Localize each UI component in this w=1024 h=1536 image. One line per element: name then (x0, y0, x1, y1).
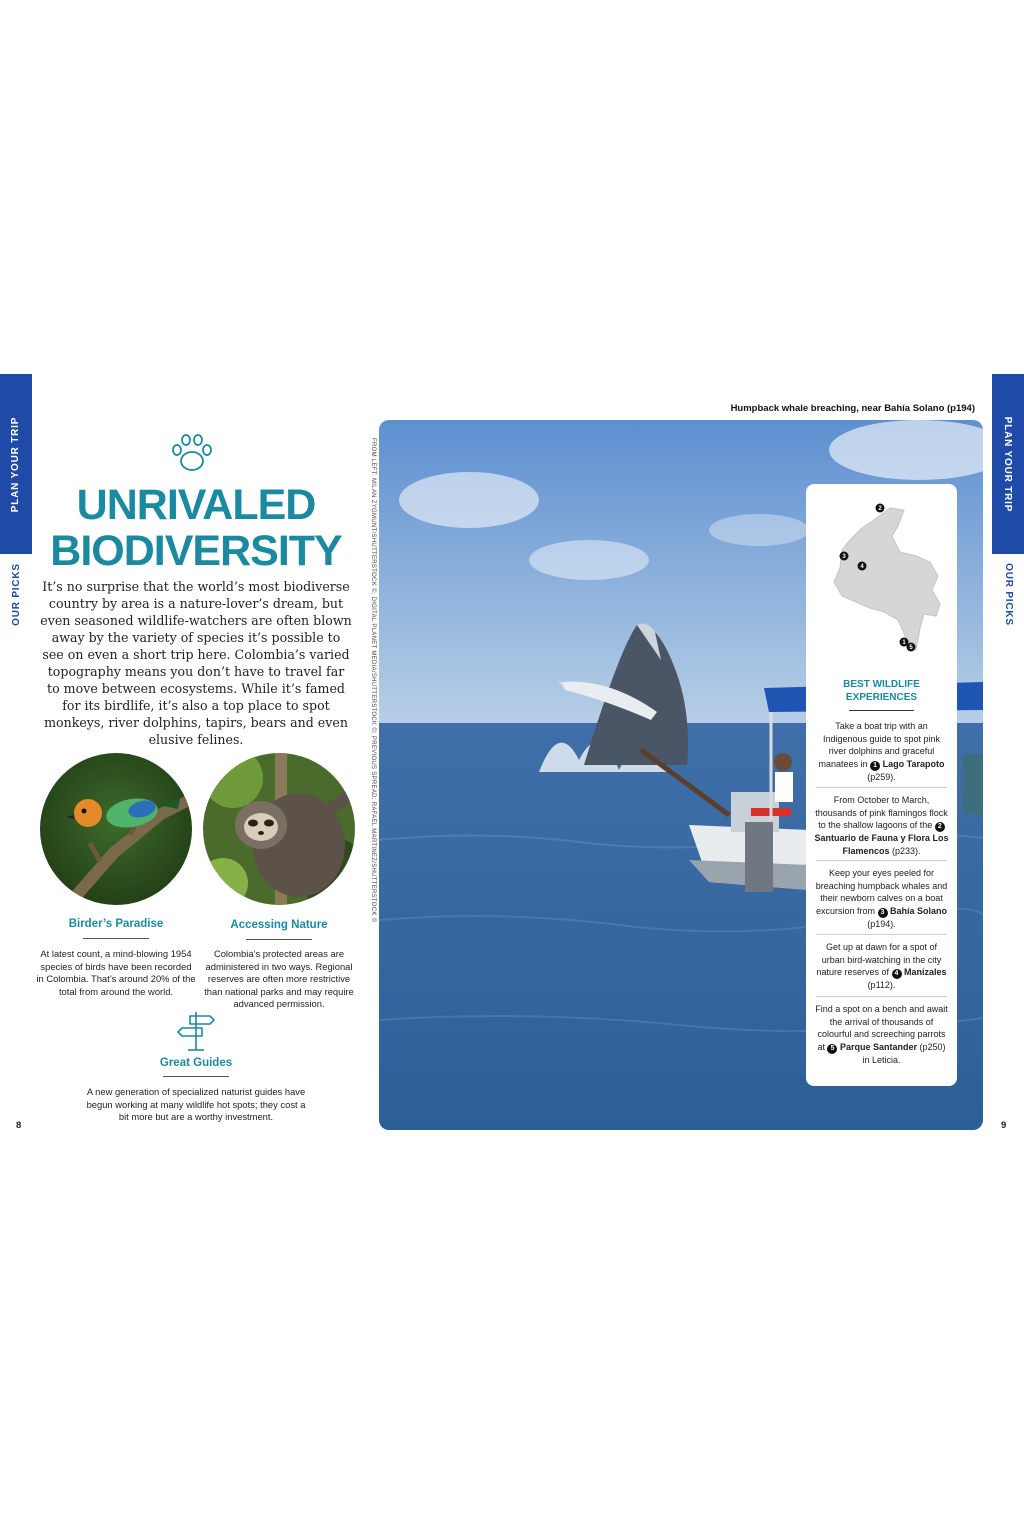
item-page-ref: (p194). (867, 918, 896, 929)
item-text: From October to March, thousands of pink flamingos flock to the shallow lagoons of the (815, 795, 948, 830)
panel-title-rule (849, 710, 914, 711)
colombia-map (820, 496, 944, 656)
our-picks-label: OUR PICKS (10, 562, 22, 626)
photo-credit-text: FROM LEFT: MILAN ZYGMUNT/SHUTTERSTOCK ©, DIGITAL PLANET MEDIA/SHUTTERSTOCK ©; PREVIOUS SPREAD: RAFAEL MARTINEZ/SHUTTERSTOCK © (370, 438, 376, 923)
panel-title (816, 678, 947, 704)
accessing-nature-text: Colombia’s protected areas are administered in two ways. Regional reserves are often more restrictive than national parks and may require advanced permission. (204, 948, 354, 1009)
left-tab-our-picks (0, 554, 32, 634)
number-marker: 4 (892, 969, 902, 979)
title-line-2: BIODIVERSITY (50, 527, 342, 575)
number-marker: 5 (827, 1044, 837, 1054)
item-text: Keep your eyes peeled for breaching humpback whales and their newborn calves on a boat excursion from (815, 868, 948, 916)
map-marker-3: 3 (842, 554, 846, 561)
panel-title-line-2: EXPERIENCES (845, 692, 918, 703)
plan-your-trip-label: PLAN YOUR TRIP (1002, 416, 1014, 512)
panel-item (814, 1003, 949, 1066)
number-marker: 3 (878, 908, 888, 918)
birders-paradise-text: At latest count, a mind-blowing 1954 species of birds have been recorded in Colombia. That’s around 20% of the total from around the world. (36, 948, 196, 997)
page-number-right: 9 (1001, 1120, 1007, 1131)
left-tab-plan-your-trip (0, 374, 32, 554)
sloth-photo (203, 753, 355, 905)
item-page-ref: (p259). (867, 771, 896, 782)
panel-separator (816, 996, 947, 997)
great-guides-text: A new generation of specialized naturist guides have begun working at many wildlife hot spots; they cost a bit more but are a worthy investment. (86, 1086, 306, 1122)
item-text: Get up at dawn for a spot of urban bird-watching in the city nature reserves of (816, 942, 942, 977)
panel-item (814, 794, 949, 857)
intro-paragraph: It’s no surprise that the world’s most biodiverse country by area is a nature-lover’s dream, but even seasoned wildlife-watchers are often blown away by the variety of species it’s possible to see on even a short trip here. Colombia’s varied topography means you don’t have to travel far to move between ecosystems. While it’s famed for its birdlife, it’s also a top place to spot monkeys, river dolphins, tapirs, bears and even elusive felines. (40, 579, 352, 747)
panel-separator (816, 934, 947, 935)
photo-caption: Humpback whale breaching, near Bahía Solano (p194) (730, 403, 975, 414)
map-marker-5: 5 (909, 645, 913, 652)
right-tab-our-picks (992, 554, 1024, 634)
item-text: Take a boat trip with an Indigenous guide to spot pink river dolphins and graceful manatees in (818, 721, 941, 769)
panel-item (814, 720, 949, 783)
signpost-icon (176, 1010, 216, 1052)
item-place: Santuario de Fauna y Flora Los Flamencos (814, 833, 949, 856)
accessing-nature-title: Accessing Nature (230, 919, 328, 931)
panel-separator (816, 787, 947, 788)
panel-item (814, 867, 949, 930)
item-page-ref: (p112). (867, 980, 896, 990)
item-page-ref: (p250) in Leticia. (862, 1041, 946, 1065)
number-marker: 2 (935, 822, 945, 832)
item-place: Manizales (904, 967, 947, 977)
panel-title-line-1: BEST WILDLIFE (843, 679, 920, 690)
right-side-tab (992, 374, 1024, 634)
page-number-left: 8 (16, 1120, 22, 1131)
bird-photo (40, 753, 192, 905)
item-place: Parque Santander (839, 1041, 918, 1052)
our-picks-label: OUR PICKS (1002, 562, 1014, 626)
right-tab-plan-your-trip (992, 374, 1024, 554)
birders-paradise-rule (83, 938, 149, 939)
paw-print-icon (168, 432, 216, 476)
map-marker-4: 4 (860, 564, 864, 571)
plan-your-trip-label: PLAN YOUR TRIP (10, 416, 22, 512)
map-marker-1: 1 (902, 640, 906, 647)
panel-item (814, 941, 949, 992)
best-wildlife-panel (806, 484, 957, 1086)
title-line-1: UNRIVALED (76, 481, 316, 529)
great-guides-rule (163, 1076, 229, 1077)
item-place: Bahía Solano (890, 905, 948, 916)
map-marker-2: 2 (878, 506, 882, 513)
photo-credit (367, 438, 377, 923)
page-title (36, 482, 356, 574)
birders-paradise-title: Birder’s Paradise (68, 918, 164, 930)
accessing-nature-rule (246, 939, 312, 940)
number-marker: 1 (870, 761, 880, 771)
item-page-ref: (p233). (892, 845, 921, 856)
item-text: Find a spot on a bench and await the arrival of thousands of colourful and screeching parrots at (815, 1004, 948, 1052)
item-place: Lago Tarapoto (882, 758, 945, 769)
great-guides-title: Great Guides (159, 1057, 233, 1069)
left-side-tab (0, 374, 32, 634)
panel-separator (816, 860, 947, 861)
